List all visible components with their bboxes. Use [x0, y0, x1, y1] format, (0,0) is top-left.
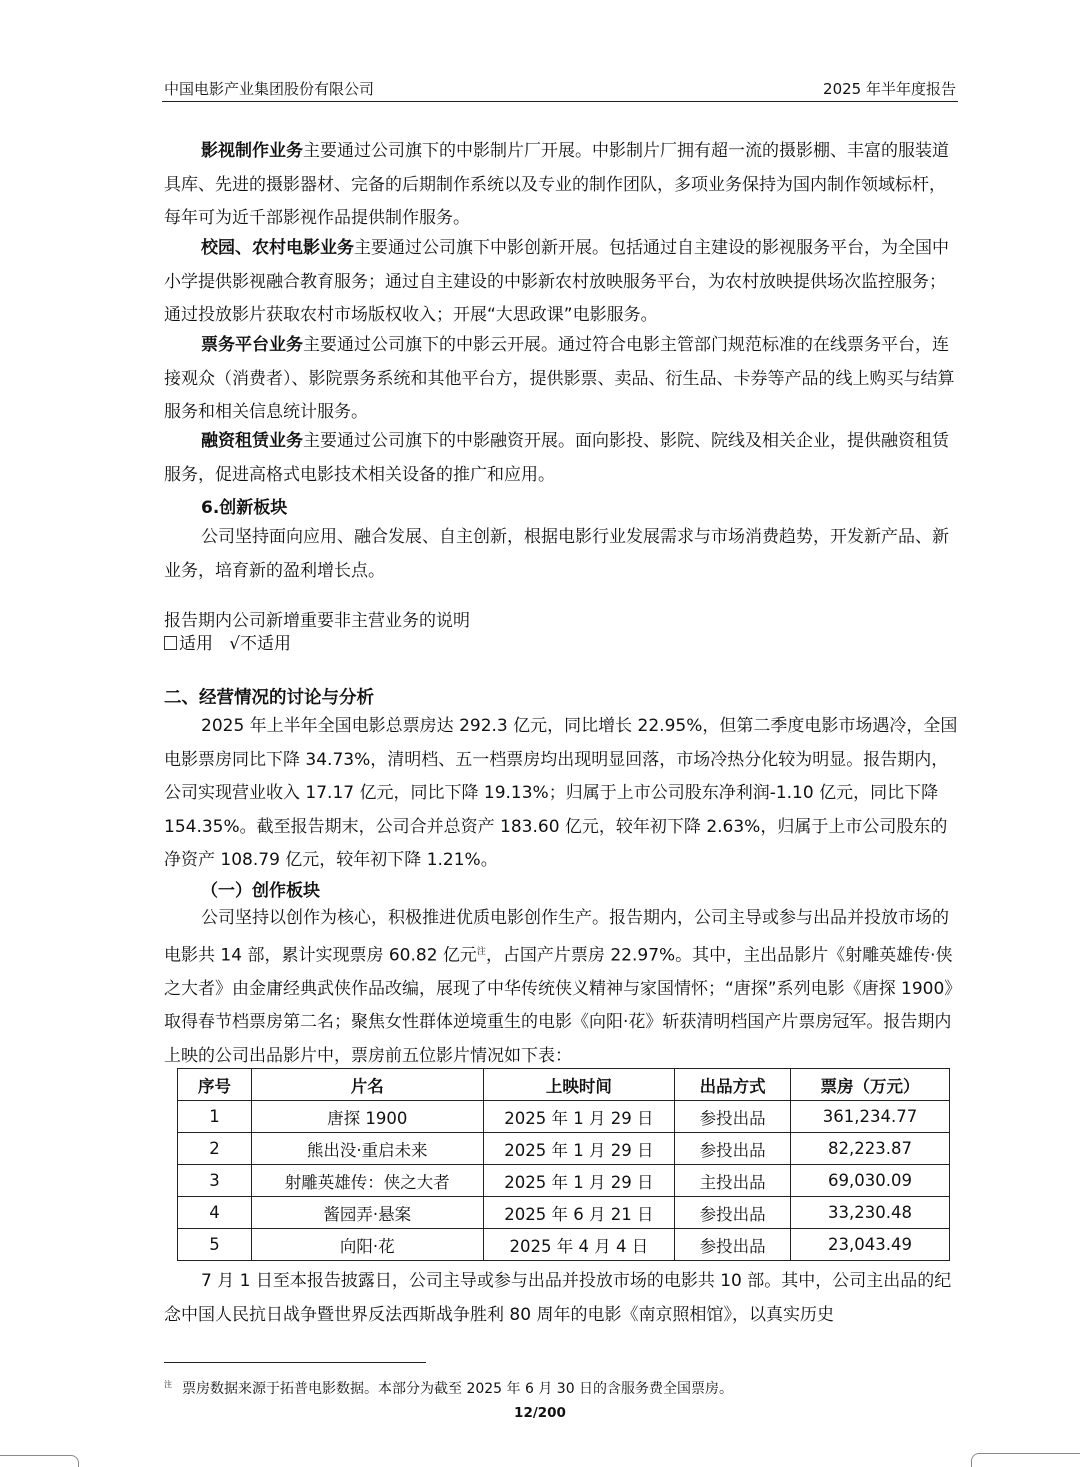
box-office-table: [177, 1068, 950, 1261]
table-cell: 唐探 1900: [251, 1101, 483, 1133]
section-heading-operations: 二、经营情况的讨论与分析: [164, 688, 374, 708]
table-cell: 4: [178, 1197, 252, 1229]
table-cell: 5: [178, 1229, 252, 1261]
paragraph-innovation: 公司坚持面向应用、融合发展、自主创新，根据电影行业发展需求与市场消费趋势，开发新产品、新业务，培育新的盈利增长点。: [164, 527, 949, 581]
scroll-tab-right: [971, 1453, 1080, 1467]
page-number: 12/200: [514, 1405, 566, 1421]
table-cell: 69,030.09: [791, 1165, 950, 1197]
note-line: 报告期内公司新增重要非主营业务的说明: [164, 611, 470, 631]
header-divider: [162, 101, 958, 102]
paragraph-leasing: [164, 425, 962, 492]
table-row: [178, 1165, 950, 1197]
paragraph-body: 主要通过公司旗下的中影制片厂开展。中影制片厂拥有超一流的摄影棚、丰富的服装道具库、先进的摄影器材、完备的后期制作系统以及专业的制作团队，多项业务保持为国内制作领域标杆，每年可为近千部影视作品提供制作服务。: [164, 141, 949, 228]
paragraph-creation: [164, 902, 962, 1073]
table-row: [178, 1101, 950, 1133]
table-cell: 2025 年 6 月 21 日: [483, 1197, 675, 1229]
checkbox-icon: [164, 636, 177, 650]
table-cell: 熊出没·重启未来: [251, 1133, 483, 1165]
paragraph-body: 主要通过公司旗下中影创新开展。包括通过自主建设的影视服务平台，为全国中小学提供影视融合教育服务；通过自主建设的中影新农村放映服务平台，为农村放映提供场次监控服务；通过投放影片获取农村市场版权收入；开展“大思政课”电影服务。: [164, 238, 949, 325]
header-report-title: 2025 年半年度报告: [823, 80, 956, 98]
table-cell: 射雕英雄传：侠之大者: [251, 1165, 483, 1197]
table-cell: 3: [178, 1165, 252, 1197]
scroll-tab-left: [0, 1455, 79, 1467]
header-cell: 上映时间: [483, 1069, 675, 1101]
table-cell: 2: [178, 1133, 252, 1165]
header-company: 中国电影产业集团股份有限公司: [164, 80, 375, 98]
table-cell: 361,234.77: [791, 1101, 950, 1133]
header-cell: 票房（万元）: [791, 1069, 950, 1101]
table-cell: 82,223.87: [791, 1133, 950, 1165]
table-cell: 向阳·花: [251, 1229, 483, 1261]
table-header-row: [178, 1069, 950, 1101]
note-block: [164, 610, 962, 656]
paragraph-lead: 影视制作业务: [201, 141, 303, 161]
table-cell: 酱园弄·悬案: [251, 1197, 483, 1229]
paragraph-body: ，占国产片票房 22.97%。其中，主出品影片《射雕英雄传·侠之大者》由金庸经典武侠作品改编，展现了中华传统侠义精神与家国情怀；“唐探”系列电影《唐探 1900》取得春节档票房第二名；聚焦女性群体逆境重生的电影《向阳·花》斩获清明档国产片票房冠军。报告期内上映的公司出品影片中，票房前五位影片情况如下表：: [164, 945, 962, 1066]
table-cell: 2025 年 1 月 29 日: [483, 1165, 675, 1197]
paragraph-lead: 票务平台业务: [201, 335, 303, 355]
table-cell: 2025 年 4 月 4 日: [483, 1229, 675, 1261]
header-cell: 序号: [178, 1069, 252, 1101]
table-row: [178, 1197, 950, 1229]
paragraph-body: 主要通过公司旗下的中影云开展。通过符合电影主管部门规范标准的在线票务平台，连接观众（消费者）、影院票务系统和其他平台方，提供影票、卖品、衍生品、卡券等产品的线上购买与结算服务和相关信息统计服务。: [164, 335, 955, 422]
section-heading-innovation: 6.创新板块: [201, 498, 288, 518]
table-row: [178, 1229, 950, 1261]
paragraph-campus-rural: [164, 232, 962, 333]
table-cell: 参投出品: [675, 1197, 791, 1229]
table-cell: 1: [178, 1101, 252, 1133]
table-cell: 2025 年 1 月 29 日: [483, 1101, 675, 1133]
paragraph-body: 公司坚持以创作为核心，积极推进优质电影创作生产。报告期内，公司主导或参与出品并投放市场的电影共 14 部，累计实现票房 60.82 亿元: [164, 908, 949, 966]
applicability-options: [164, 633, 962, 656]
paragraph-film-production: [164, 135, 962, 236]
paragraph-lead: 校园、农村电影业务: [201, 238, 354, 258]
option-not-applicable: √不适用: [229, 634, 292, 654]
table-cell: 2025 年 1 月 29 日: [483, 1133, 675, 1165]
paragraph-ticketing: [164, 329, 962, 430]
table-cell: 23,043.49: [791, 1229, 950, 1261]
paragraph-operations: 2025 年上半年全国电影总票房达 292.3 亿元，同比增长 22.95%，但第二季度电影市场遇冷，全国电影票房同比下降 34.73%，清明档、五一档票房均出现明显回落，市场冷热分化较为明显。报告期内，公司实现营业收入 17.17 亿元，同比下降 19.13%；归属于上市公司股东净利润-1.10 亿元，同比下降 154.35%。截至报告期末，公司合并总资产 183.60 亿元，较年初下降 2.63%，归属于上市公司股东的净资产 108.79 亿元，较年初下降 1.21%。: [164, 716, 958, 870]
option-applicable: 适用: [179, 634, 213, 654]
table-cell: 参投出品: [675, 1229, 791, 1261]
table-cell: 参投出品: [675, 1133, 791, 1165]
footnote-ref: 注: [476, 946, 486, 957]
table-cell: 33,230.48: [791, 1197, 950, 1229]
table-cell: 主投出品: [675, 1165, 791, 1197]
table-row: [178, 1133, 950, 1165]
table-cell: 参投出品: [675, 1101, 791, 1133]
footnote-mark: 注: [164, 1380, 172, 1389]
header-cell: 出品方式: [675, 1069, 791, 1101]
paragraph-body: 主要通过公司旗下的中影融资开展。面向影投、影院、院线及相关企业，提供融资租赁服务，促进高格式电影技术相关设备的推广和应用。: [164, 431, 949, 485]
paragraph-lead: 融资租赁业务: [201, 431, 303, 451]
footnote: [164, 1378, 733, 1398]
footnote-divider: [164, 1362, 426, 1363]
paragraph-post-period: 7 月 1 日至本报告披露日，公司主导或参与出品并投放市场的电影共 10 部。其中，公司主出品的纪念中国人民抗日战争暨世界反法西斯战争胜利 80 周年的电影《南京照相馆》，以真实历史: [164, 1271, 952, 1325]
section-heading-creation: （一）创作板块: [201, 881, 320, 901]
footnote-text: 票房数据来源于拓普电影数据。本部分为截至 2025 年 6 月 30 日的含服务费全国票房。: [182, 1381, 734, 1397]
header-cell: 片名: [251, 1069, 483, 1101]
